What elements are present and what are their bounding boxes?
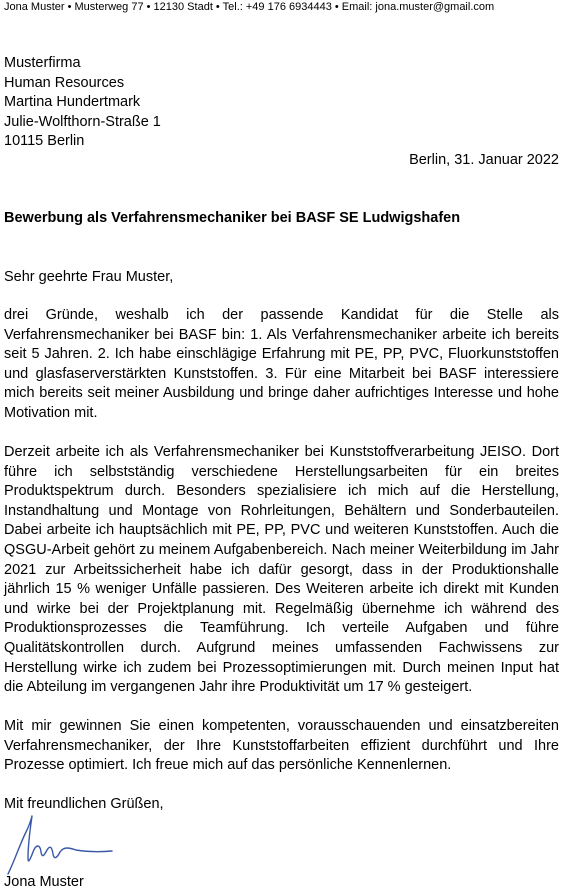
recipient-street: Julie-Wolfthorn-Straße 1 <box>4 113 161 130</box>
body-paragraph-1: drei Gründe, weshalb ich der passende Kandidat für die Stelle als Verfahrensmechaniker bei BASF bin: 1. Als Verfahrensmechaniker arbeite ich bereits seit 5 Jahren. 2. Ich habe einschlägige Erfahrung mit PE, PP, PVC, Fluorkunststoffen und glasfaserverstärkten Kunststoffen. 3. Für eine Mitarbeit bei BASF interessiere mich bereits seit meiner Ausbildung und bringe daher aufrichtiges Interesse und hohe Motivation mit. <box>4 307 559 421</box>
signer-name: Jona Muster <box>4 874 84 890</box>
handwritten-signature <box>4 814 116 876</box>
sender-address-line: Jona Muster • Musterweg 77 • 12130 Stadt • Tel.: +49 176 6934443 • Email: jona.muster@gmail.com <box>4 1 495 13</box>
body-paragraph-2: Derzeit arbeite ich als Verfahrensmechaniker bei Kunststoffverarbeitung JEISO. Dort führe ich selbstständig verschiedene Herstellungsarbeiten für ein breites Produktspektrum durch. Besonders spezialisiere ich mich auf die Herstellung, Instandhaltung und Montage von Rohrleitungen, Behältern und Sonderbauteilen. Dabei arbeite ich hauptsächlich mit PE, PP, PVC und weiteren Kunststoffen. Auch die QSGU-Arbeit gehört zu meinem Aufgabenbereich. Nach meiner Weiterbildung im Jahr 2021 zur Arbeitssicherheit habe ich dafür gesorgt, dass in der Produktionshalle jährlich 15 % weniger Unfälle passieren. Des Weiteren arbeite ich direkt mit Kunden und wirke bei der Projektplanung mit. Regelmäßig übernehme ich während des Produktionsprozesses die Teamführung. Ich verteile Aufgaben und führe Qualitätskontrollen durch. Aufgrund meines umfassenden Fachwissens zur Herstellung wirke ich zudem bei Prozessoptimierungen mit. Durch meinen Input hat die Abteilung im vergangenen Jahr ihre Produktivität um 17 % gesteigert. <box>4 444 559 696</box>
signature-stroke-main <box>8 816 112 874</box>
letter-subject: Bewerbung als Verfahrensmechaniker bei BASF SE Ludwigshafen <box>4 210 461 226</box>
letter-closing: Mit freundlichen Grüßen, <box>4 796 164 812</box>
recipient-city: 10115 Berlin <box>4 133 85 150</box>
recipient-company: Musterfirma <box>4 55 81 71</box>
body-paragraph-3: Mit mir gewinnen Sie einen kompetenten, vorausschauenden und einsatzbereiten Verfahrensmechaniker, der Ihre Kunststoffarbeiten effizient durchführt und Ihre Prozesse optimiert. Ich freue mich auf das persönliche Kennenlernen. <box>4 718 559 774</box>
letter-date: Berlin, 31. Januar 2022 <box>409 152 559 168</box>
recipient-department: Human Resources <box>4 74 125 91</box>
letter-salutation: Sehr geehrte Frau Muster, <box>4 269 174 285</box>
recipient-contact: Martina Hundertmark <box>4 94 141 111</box>
recipient-address-block <box>4 54 161 152</box>
